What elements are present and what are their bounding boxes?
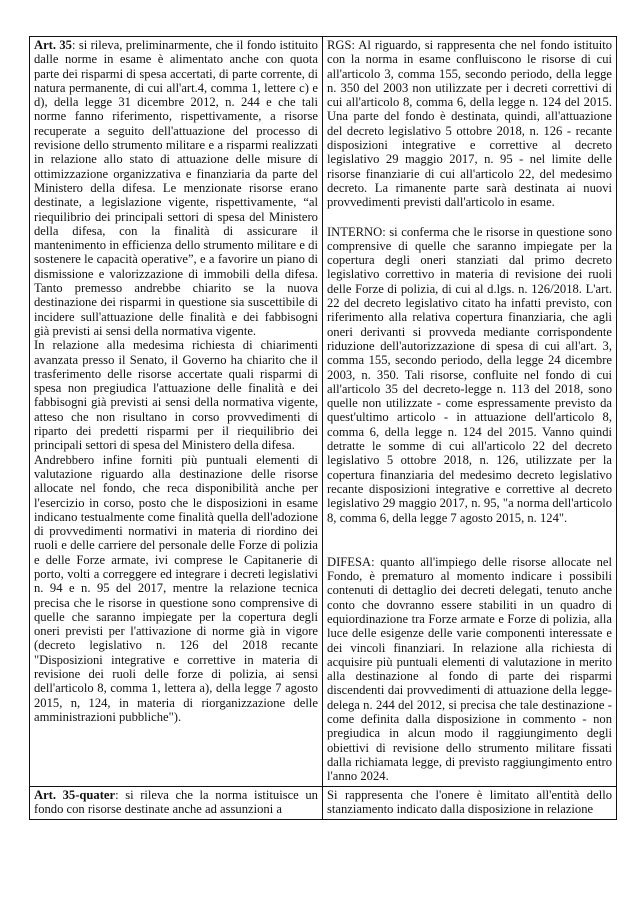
spacer (327, 210, 612, 225)
response-rgs: RGS: Al riguardo, si rappresenta che nel fondo istituito con la norma in esame confluiscono le risorse di cui all'articolo 3, comma 155, secondo periodo, della legge n. 350 del 2003 non utilizzate per i decreti correttivi di cui all'articolo 8, comma 6, della legge n. 124 del 2015. Una parte del fondo è destinata, quindi, all'attuazione del decreto legislativo 5 ottobre 2018, n. 126 - recante disposizioni integrative e correttive al decreto legislativo 29 maggio 2017, n. 95 - nel limite delle risorse finanziarie di cui all'articolo 22, del medesimo decreto. La rimanente parte sarà destinata ai nuovi provvedimenti previsti dall'articolo in esame. (326, 38, 612, 210)
right-cell-art-35 (322, 37, 616, 787)
left-paragraph-3: Andrebbero infine forniti più puntuali elementi di valutazione riguardo alla destinazione delle risorse allocate nel fondo, che reca disponibilità anche per l'esercizio in corso, posto che le disposizioni in esame indicano testualmente come finalità quella dell'adozione di provvedimenti normativi in materia di riordino dei ruoli e delle carriere del personale delle Forze di polizia e delle Forze armate, ivi comprese le Capitanerie di porto, volti a correggere ed integrare i decreti legislativi n. 94 e n. 95 del 2017, mentre la relazione tecnica precisa che le risorse in questione sono comprensive di quelle che saranno impiegate per la copertura degli oneri previsti per l'attivazione di norme già in vigore (decreto legislativo n. 126 del 2018 recante "Disposizioni integrative e correttive in materia di revisione dei ruoli delle forze di polizia, ai sensi dell'articolo 8, comma 1, lettera a), della legge 7 agosto 2015, n, 124, in materia di riorganizzazione delle amministrazioni pubbliche"). (34, 452, 318, 724)
paragraph-text: : si rileva, preliminarmente, che il fondo istituito dalle norme in esame è alimentato anche con quota parte dei risparmi di spesa accertati, di parte corrente, di natura permanente, di cui all'art.4, comma 1, lettere c) e d), della legge 31 dicembre 2012, n. 244 e che tali norme fanno riferimento, rispettivamente, a risorse recuperate a seguito dell'attuazione del processo di revisione dello strumento militare e a risparmi realizzati in relazione allo stato di attuazione delle misure di ottimizzazione organizzativa e finanziaria da parte del Ministero della difesa. Le menzionate risorse erano destinate, a legislazione vigente, rispettivamente, “al riequilibrio dei principali settori di spesa del Ministero della difesa, con la finalità di assicurare il mantenimento in efficienza dello strumento militare e di sostenere le capacità operative”, e a favorire un piano di dismissione e valorizzazione di immobili della difesa. Tanto premesso andrebbe chiarito se la nuova destinazione dei risparmi in questione sia suscettibile di incidere sull'attuazione delle finalità e dei fabbisogni già previsti ai sensi della normativa vigente. (34, 38, 318, 338)
response-text: Si rappresenta che l'onere è limitato all'entità dello stanziamento indicato dalla disposizione in relazione (326, 787, 612, 816)
comments-table (29, 36, 617, 820)
left-paragraph-1 (34, 38, 318, 338)
article-label: Art. 35-quater (34, 787, 116, 802)
article-label: Art. 35 (34, 38, 72, 52)
spacer (327, 525, 612, 555)
response-difesa: DIFESA: quanto all'impiego delle risorse allocate nel Fondo, è prematuro al momento indicare i possibili contenuti di dettaglio dei decreti delegati, tenuto anche conto che dovranno essere stabiliti in un quadro di equiordinazione tra Forze armate e Forze di polizia, alla luce delle esigenze delle varie componenti interessate e dei vincoli finanziari. In relazione alla richiesta di acquisire più puntuali elementi di valutazione in merito alla destinazione al fondo di parte dei risparmi discendenti dai provvedimenti di attuazione della legge-delega n. 244 del 2012, si precisa che tale destinazione - come definita dalla disposizione in commento - non pregiudica in alcun modo il raggiungimento degli obiettivi di revisione dello strumento militare fissati dalla richiamata legge, di previsto raggiungimento entro l'anno 2024. (326, 554, 612, 784)
left-paragraph-2: In relazione alla medesima richiesta di chiarimenti avanzata presso il Senato, il Governo ha chiarito che il trasferimento delle risorse accertate quali risparmi di spesa non pregiudica l'attuazione delle finalità e dei fabbisogni già previsti ai sensi della normativa vigente, atteso che non risultano in corso provvedimenti di riparto dei predetti risparmi per il riequilibrio dei principali settori di spesa del Ministero della difesa. (34, 338, 318, 453)
right-cell-art-35-quater (322, 786, 616, 819)
table-row-art-35 (30, 37, 617, 787)
left-cell-art-35-quater (30, 786, 323, 819)
paragraph-text: : si rileva che la norma istituisce un fondo con risorse destinate anche ad assunzioni a (34, 787, 318, 816)
cut-text-wrap (34, 788, 318, 817)
response-interno: INTERNO: si conferma che le risorse in questione sono comprensive di quelle che saranno impiegate per la copertura degli oneri stanziati dal primo decreto legislativo correttivo in materia di revisione dei ruoli delle Forze di polizia, di cui al d.lgs. n. 126/2018. L'art. 22 del decreto legislativo citato ha infatti previsto, con riferimento alla relativa copertura finanziaria, che agli oneri derivanti si provveda mediante corrispondente riduzione dell'autorizzazione di spesa di cui all'art. 3, comma 155, secondo periodo, della legge 24 dicembre 2003, n. 350. Tali risorse, confluite nel fondo di cui all'articolo 35 del decreto-legge n. 113 del 2018, sono quelle non utilizzate - come espressamente previsto da quest'ultimo articolo - in attuazione dell'articolo 8, comma 6, della legge n. 124 del 2015. Vanno quindi detratte le somme di cui all'articolo 22 del decreto legislativo 5 ottobre 2018, n. 126, utilizzate per la copertura finanziaria del medesimo decreto legislativo recante disposizioni integrative e correttive al decreto legislativo 29 maggio 2017, n. 95, "a norma dell'articolo 8, comma 6, della legge 7 agosto 2015, n. 124". (326, 224, 612, 525)
table-row-art-35-quater (30, 786, 617, 819)
left-cell-art-35 (30, 37, 323, 787)
